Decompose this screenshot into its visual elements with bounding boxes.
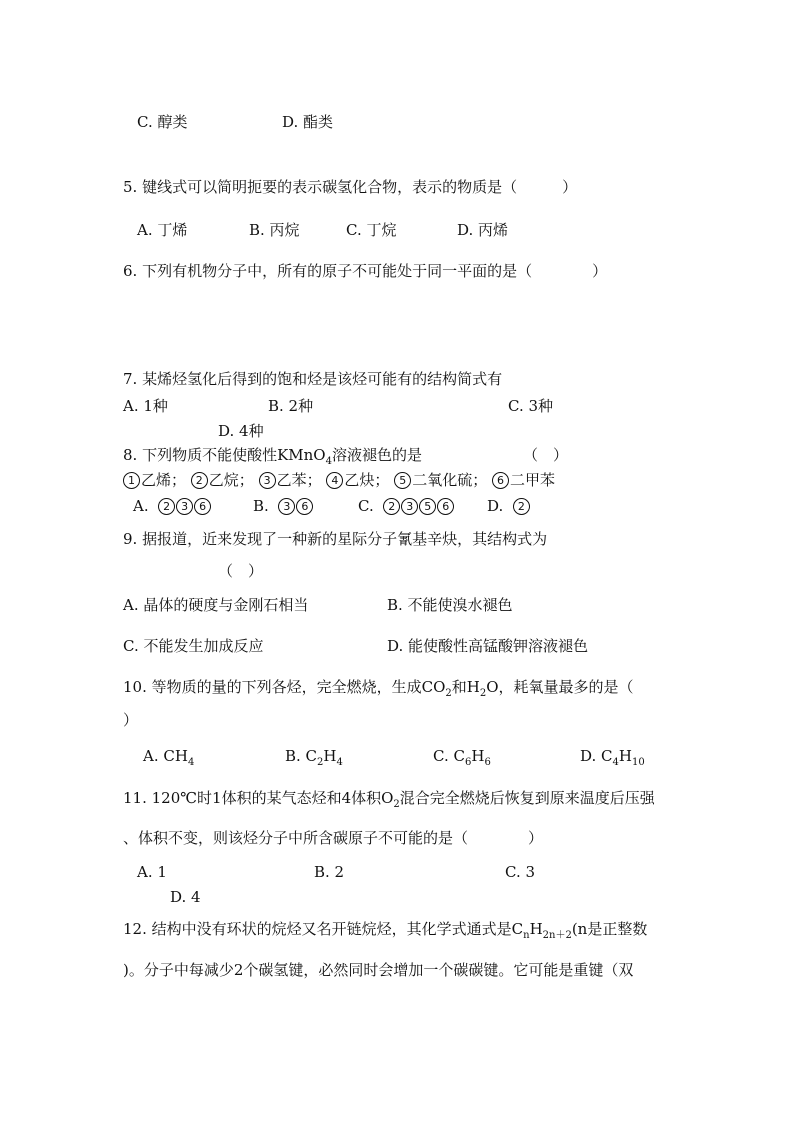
q7-option-b: B. 2种 xyxy=(268,397,314,415)
q9-answer-bracket: （ ） xyxy=(218,562,264,580)
q8-item-1: 1 乙烯； xyxy=(123,471,186,489)
q8-option-b: B. 3 6 xyxy=(253,496,314,516)
q8-item-3: 3 乙苯； xyxy=(259,471,322,489)
q9-option-b: B. 不能使溴水褪色 xyxy=(387,596,513,614)
q10-option-c: C. $C_6H_6$ xyxy=(433,747,491,768)
q11-option-a: A. 1 xyxy=(137,863,167,881)
q11-stem: 11. 120℃时1体积的某气态烃和4体积$O_2$混合完全燃烧后恢复到原来温度后压强 xyxy=(123,789,655,810)
q11-option-c: C. 3 xyxy=(505,863,536,881)
q5-option-a: A. 丁烯 xyxy=(137,221,188,239)
q7-option-c: C. 3种 xyxy=(508,397,554,415)
q8-item-6: 6 二甲苯 xyxy=(492,471,555,489)
q10-option-d: D. $C_4H_{10}$ xyxy=(580,747,645,768)
q8-item-4: 4 乙炔； xyxy=(326,471,389,489)
q10-option-b: B. $C_2H_4$ xyxy=(285,747,343,768)
q8-stem: 8. 下列物质不能使酸性KMnO$_4$溶液褪色的是 xyxy=(123,446,422,467)
q7-option-a: A. 1种 xyxy=(123,397,168,415)
q8-option-c: C. 2 3 5 6 xyxy=(358,496,455,516)
q12-stem-line2: )。分子中每减少2个碳氢键，必然同时会增加一个碳碳键。它可能是重键（双 xyxy=(123,961,634,979)
circled-number: 4 xyxy=(326,472,343,489)
circled-number: 1 xyxy=(123,472,140,489)
q9-option-c: C. 不能发生加成反应 xyxy=(123,637,264,655)
circled-number: 5 xyxy=(394,472,411,489)
q5-option-b: B. 丙烷 xyxy=(249,221,300,239)
q8-items xyxy=(123,470,555,490)
q8-option-d: D. 2 xyxy=(487,496,531,516)
circled-number: 3 xyxy=(259,472,276,489)
q12-stem: 12. 结构中没有环状的烷烃又名开链烷烃，其化学式通式是$C_nH_{2n+2}(n$是正整数 xyxy=(123,920,648,941)
q11-option-d: D. 4 xyxy=(170,888,201,906)
q7-option-d: D. 4种 xyxy=(218,422,264,440)
q11-option-b: B. 2 xyxy=(314,863,345,881)
q9-option-d: D. 能使酸性高锰酸钾溶液褪色 xyxy=(387,637,589,655)
q9-stem: 9. 据报道，近来发现了一种新的星际分子氰基辛炔，其结构式为 xyxy=(123,530,548,548)
q7-stem: 7. 某烯烃氢化后得到的饱和烃是该烃可能有的结构简式有 xyxy=(123,370,503,388)
q5-stem: 5. 键线式可以简明扼要的表示碳氢化合物，表示的物质是（ ） xyxy=(123,178,578,196)
q11-stem-line2: 、体积不变，则该烃分子中所含碳原子不可能的是（ ） xyxy=(123,829,544,847)
q4-option-d: D. 酯类 xyxy=(282,113,334,131)
q4-option-c: C. 醇类 xyxy=(137,113,188,131)
q6-stem: 6. 下列有机物分子中，所有的原子不可能处于同一平面的是（ ） xyxy=(123,262,608,280)
q5-option-c: C. 丁烷 xyxy=(346,221,397,239)
circled-number: 6 xyxy=(492,472,509,489)
circled-number: 2 xyxy=(191,472,208,489)
q10-stem-close: ） xyxy=(123,711,139,729)
q5-option-d: D. 丙烯 xyxy=(457,221,509,239)
q10-option-a: A. $CH_4$ xyxy=(143,747,195,768)
q8-item-5: 5 二氧化硫； xyxy=(394,471,487,489)
q9-option-a: A. 晶体的硬度与金刚石相当 xyxy=(123,596,309,614)
q8-item-2: 2 乙烷； xyxy=(191,471,254,489)
q8-option-a: A. 2 3 6 xyxy=(133,496,212,516)
q10-stem: 10. 等物质的量的下列各烃，完全燃烧，生成$CO_2$和$H_2O$，耗氧量最多的是（ xyxy=(123,678,634,699)
q8-answer-bracket: （ ） xyxy=(523,446,569,464)
